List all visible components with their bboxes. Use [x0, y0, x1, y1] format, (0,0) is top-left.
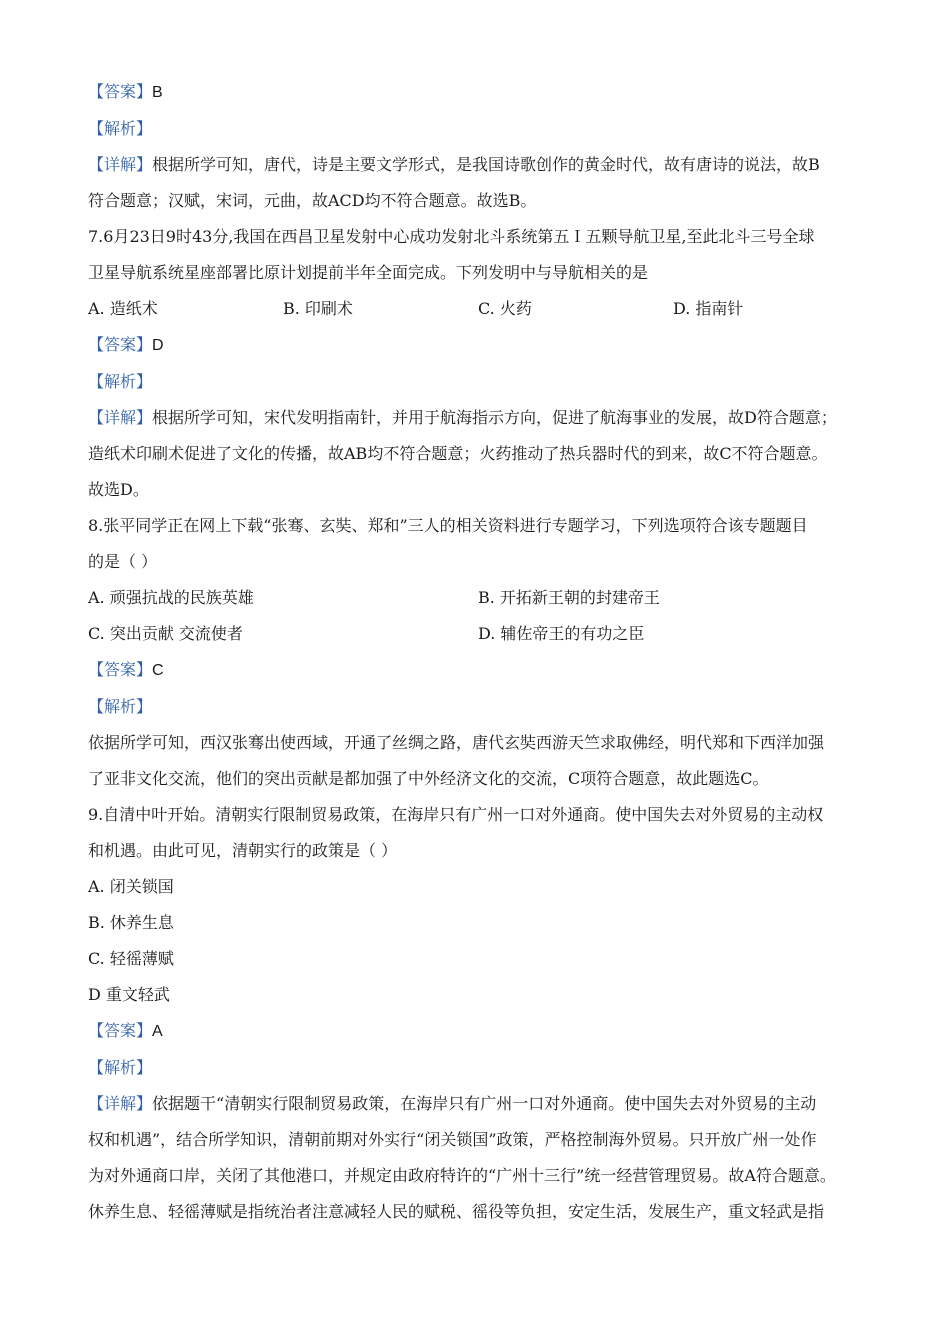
option-d: D 重文轻武 — [88, 985, 170, 1004]
detail-text: 故选D。 — [88, 480, 149, 499]
options-row — [88, 616, 878, 652]
answer-line — [88, 327, 878, 364]
option-b: B. 印刷术 — [283, 299, 353, 318]
detail-tag: 【详解】 — [88, 408, 153, 427]
question-text — [88, 255, 878, 291]
detail-text: 依据所学可知，西汉张骞出使西域，开通了丝绸之路，唐代玄奘西游天竺求取佛经，明代郑和下西洋加强 — [88, 733, 825, 752]
detail-line — [88, 1158, 878, 1194]
option-a: A. 造纸术 — [88, 299, 158, 318]
answer-value: B — [152, 84, 163, 101]
detail-line — [88, 436, 878, 472]
analysis-tag: 【解析】 — [88, 697, 153, 716]
question-text — [88, 508, 878, 544]
option-a: A. 闭关锁国 — [88, 877, 174, 896]
options-row — [88, 291, 878, 327]
analysis-line — [88, 689, 878, 725]
question-line: 9.自清中叶开始。清朝实行限制贸易政策，在海岸只有广州一口对外通商。使中国失去对外贸易的主动权 — [88, 805, 824, 824]
options-row — [88, 580, 878, 616]
answer-tag: 【答案】 — [88, 335, 153, 354]
option-a: A. 顽强抗战的民族英雄 — [88, 588, 254, 607]
detail-text: 权和机遇”，结合所学知识，清朝前期对外实行“闭关锁国”政策，严格控制海外贸易。只开放广州一处作 — [88, 1130, 817, 1149]
detail-line — [88, 1122, 878, 1158]
detail-text: 休养生息、轻徭薄赋是指统治者注意减轻人民的赋税、徭役等负担，安定生活，发展生产，重文轻武是指 — [88, 1202, 825, 1221]
detail-line — [88, 1194, 878, 1230]
answer-line — [88, 74, 878, 111]
question-text — [88, 833, 878, 869]
option-d: D. 辅佐帝王的有功之臣 — [478, 624, 645, 643]
analysis-tag: 【解析】 — [88, 119, 153, 138]
detail-line — [88, 183, 878, 219]
detail-text: 依据题干“清朝实行限制贸易政策，在海岸只有广州一口对外通商。使中国失去对外贸易的主动 — [152, 1094, 817, 1113]
question-line: 7.6月23日9时43分,我国在西昌卫星发射中心成功发射北斗系统第五Ｉ五颗导航卫星,至此北斗三号全球 — [88, 227, 815, 246]
analysis-tag: 【解析】 — [88, 372, 153, 391]
detail-text: 了亚非文化交流，他们的突出贡献是都加强了中外经济文化的交流，C项符合题意，故此题选C。 — [88, 769, 769, 788]
detail-line — [88, 472, 878, 508]
detail-tag: 【详解】 — [88, 1094, 153, 1113]
answer-tag: 【答案】 — [88, 1021, 153, 1040]
answer-value: A — [152, 1023, 163, 1040]
detail-line — [88, 1086, 878, 1122]
option-b: B. 开拓新王朝的封建帝王 — [478, 588, 660, 607]
answer-value: D — [152, 337, 164, 354]
detail-text: 为对外通商口岸，关闭了其他港口，并规定由政府特许的“广州十三行”统一经营管理贸易。故A符合题意。 — [88, 1166, 836, 1185]
answer-line — [88, 652, 878, 689]
answer-tag: 【答案】 — [88, 660, 153, 679]
question-text — [88, 797, 878, 833]
detail-line — [88, 761, 878, 797]
detail-text: 根据所学可知，宋代发明指南针，并用于航海指示方向，促进了航海事业的发展，故D符合题意； — [152, 408, 837, 427]
option-c: C. 突出贡献 交流使者 — [88, 624, 243, 643]
detail-text: 根据所学可知，唐代，诗是主要文学形式，是我国诗歌创作的黄金时代，故有唐诗的说法，故B — [152, 155, 820, 174]
detail-line — [88, 725, 878, 761]
analysis-tag: 【解析】 — [88, 1058, 153, 1077]
question-line: 和机遇。由此可见，清朝实行的政策是（ ） — [88, 841, 398, 860]
question-line: 的是（ ） — [88, 552, 158, 571]
question-line: 8.张平同学正在网上下载“张骞、玄奘、郑和”三人的相关资料进行专题学习，下列选项符合该专题题目 — [88, 516, 808, 535]
detail-line — [88, 400, 878, 436]
question-line: 卫星导航系统星座部署比原计划提前半年全面完成。下列发明中与导航相关的是 — [88, 263, 649, 282]
option-b: B. 休养生息 — [88, 913, 174, 932]
option-d: D. 指南针 — [673, 299, 744, 318]
option-c: C. 轻徭薄赋 — [88, 949, 174, 968]
analysis-line — [88, 364, 878, 400]
answer-tag: 【答案】 — [88, 82, 153, 101]
detail-text: 造纸术印刷术促进了文化的传播，故AB均不符合题意；火药推动了热兵器时代的到来，故C不符合题意。 — [88, 444, 828, 463]
analysis-line — [88, 1050, 878, 1086]
question-text — [88, 219, 878, 255]
analysis-line — [88, 111, 878, 147]
answer-line — [88, 1013, 878, 1050]
document-page — [88, 74, 878, 1230]
option-c: C. 火药 — [478, 299, 532, 318]
question-text — [88, 544, 878, 580]
answer-value: C — [152, 662, 164, 679]
detail-tag: 【详解】 — [88, 155, 153, 174]
detail-line — [88, 147, 878, 183]
detail-text: 符合题意；汉赋，宋词，元曲，故ACD均不符合题意。故选B。 — [88, 191, 537, 210]
